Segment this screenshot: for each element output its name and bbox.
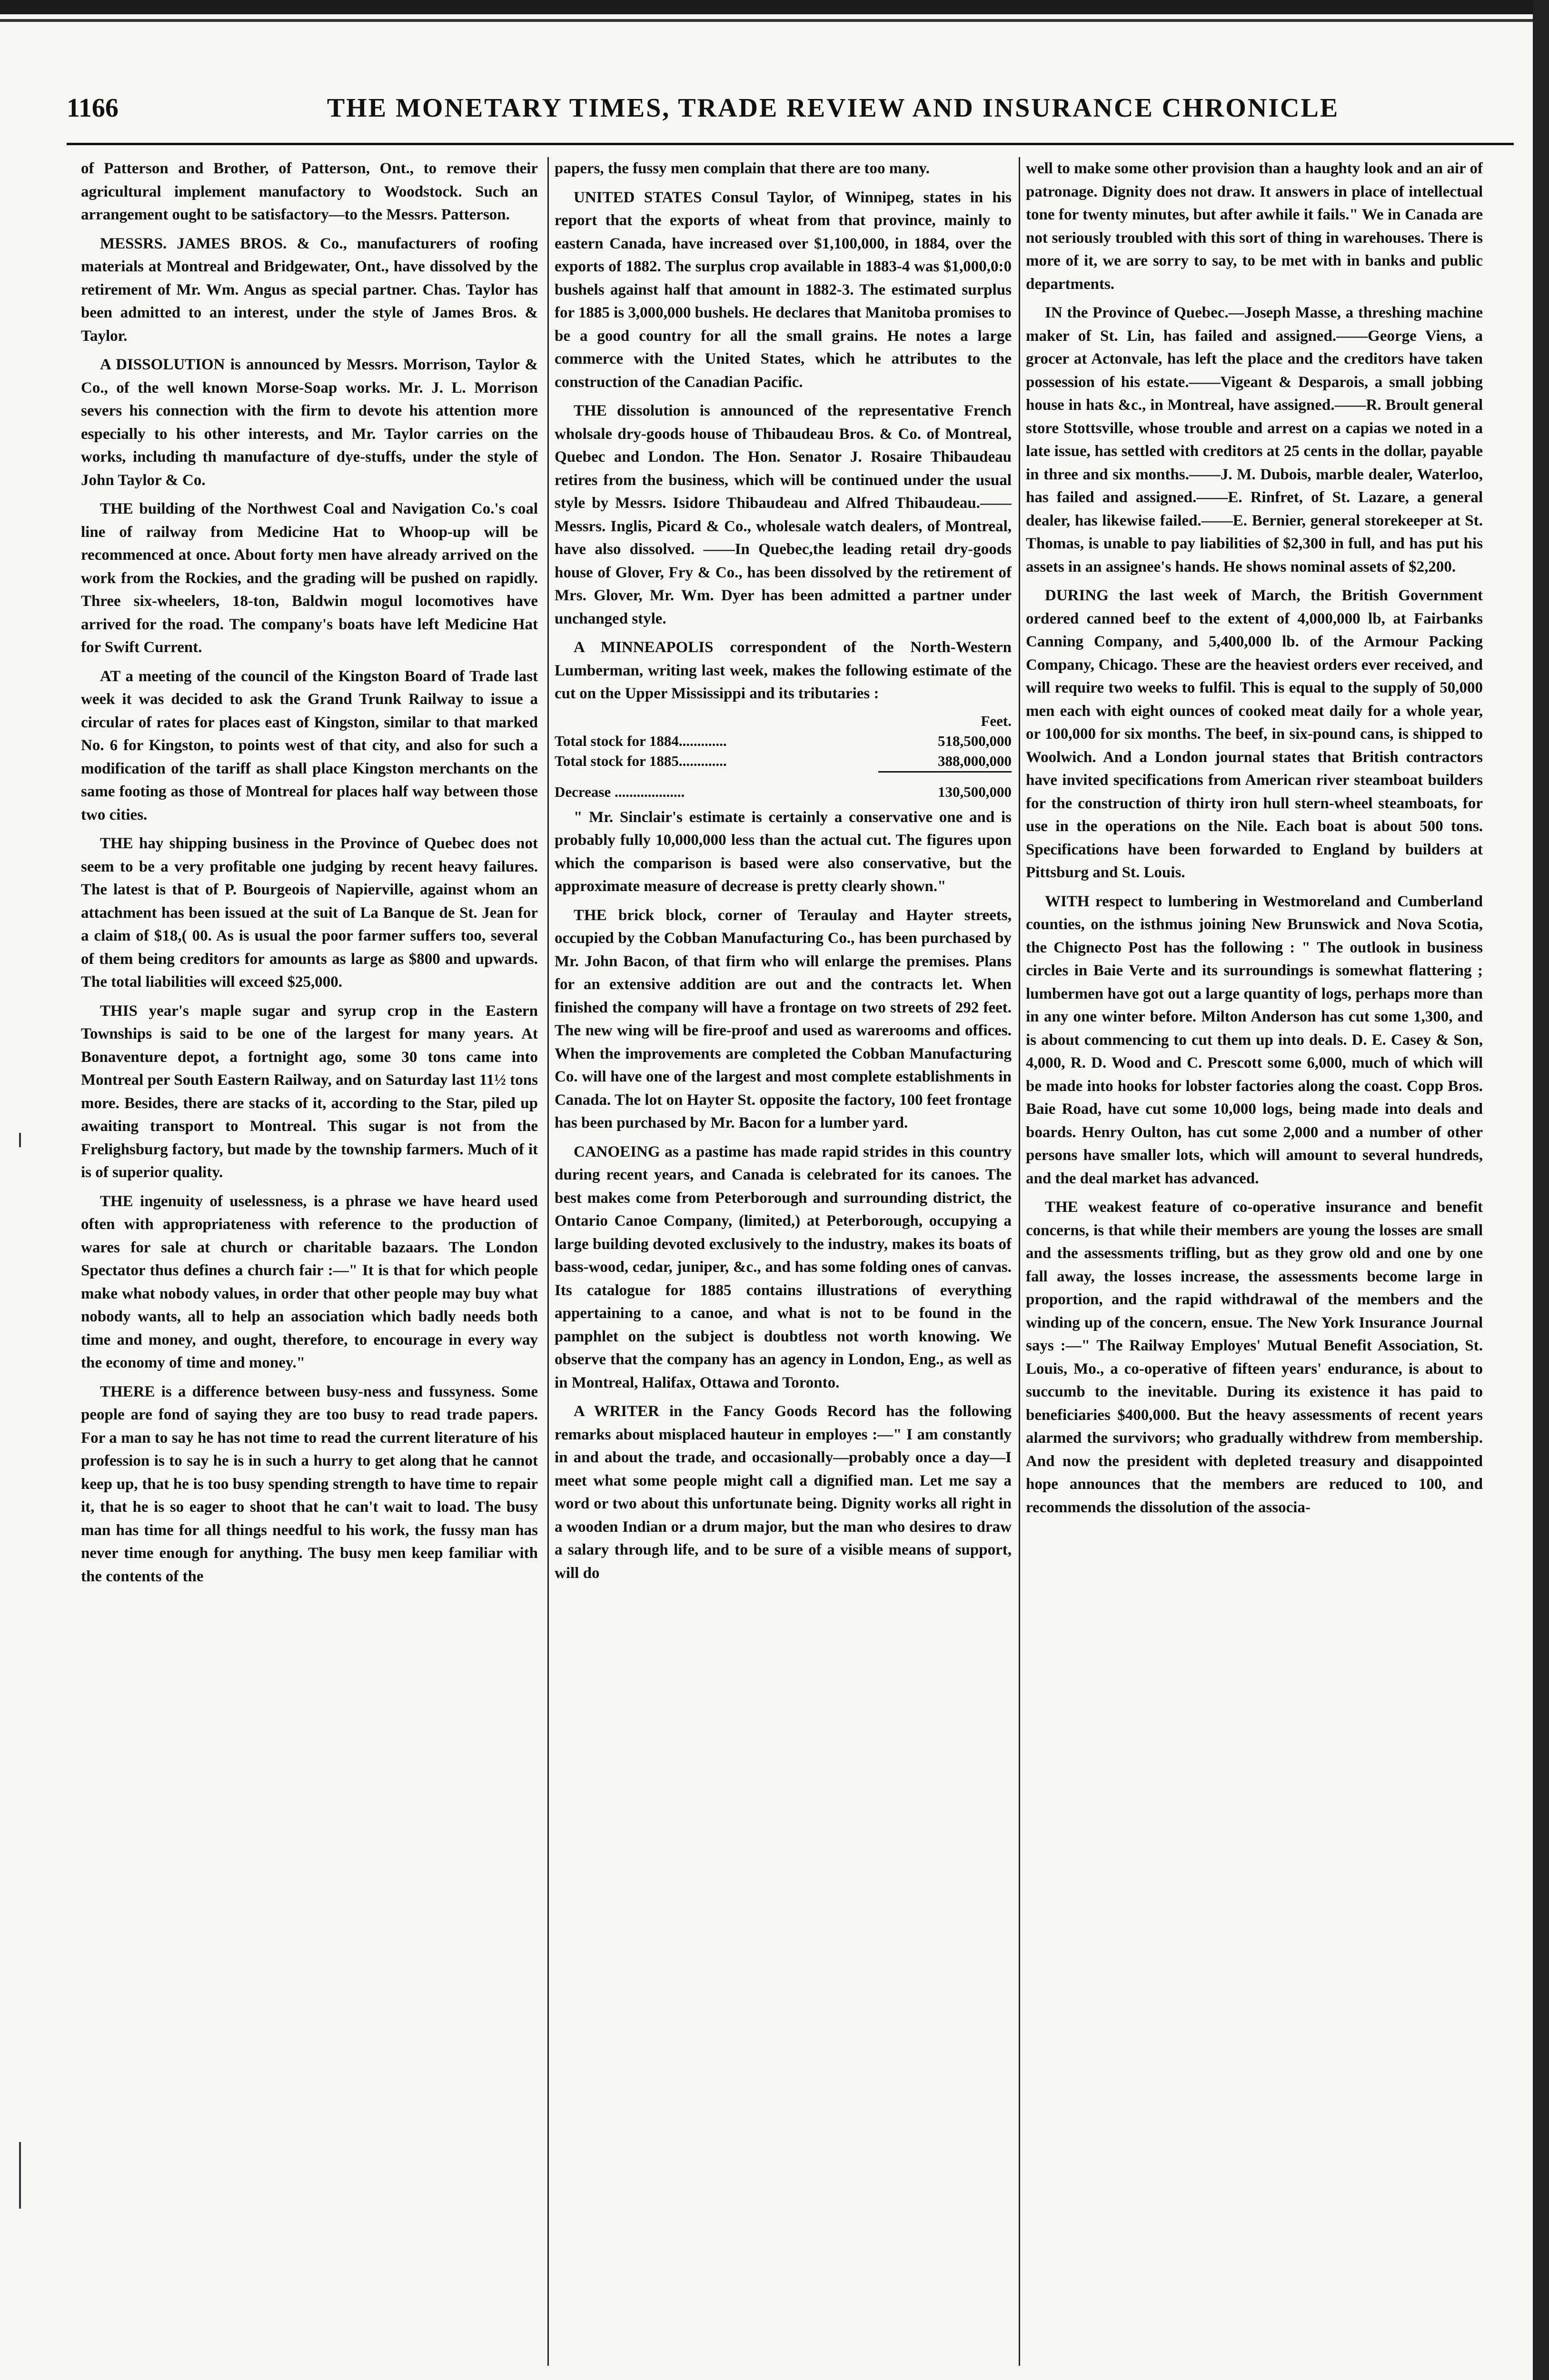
page-header: [67, 93, 1514, 131]
margin-mark: [19, 1133, 21, 1147]
sum-rule: [878, 771, 1012, 773]
paragraph: CANOEING as a pastime has made rapid strides in this country during recent years, and Canada is celebrated for its canoes. The best makes come from Peterborough and surrounding district, the Ontario Canoe Company, (limited,) at Peterborough, occupying a large building devoted exclusively to the industry, makes its boats of bass-wood, cedar, juniper, &c., and has some folding ones of canvas. Its catalogue for 1885 contains illustrations of everything appertaining to a canoe, and what is not to be found in the pamphlet on the subject is doubtless not worth knowing. We observe that the company has an agency in London, Eng., as well as in Montreal, Halifax, Ottawa and Toronto.: [555, 1143, 1012, 1391]
header-rule: [67, 143, 1514, 145]
paragraph: of Patterson and Brother, of Patterson, Ont., to remove their agricultural implement manufactory to Woodstock. Such an arrangement ought to be satisfactory—to the Messrs. Patterson.: [81, 160, 538, 223]
running-head: THE MONETARY TIMES, TRADE REVIEW AND INSURANCE CHRONICLE: [327, 93, 1340, 123]
paragraph: THE weakest feature of co-operative insurance and benefit concerns, is that while their members are young the losses are small and the assessments trifling, but as they grow old and one by one fall away, the losses increase, the assessments become large in proportion, and the rapid withdrawal of the members and the winding up of the concern, ensue. The New York Insurance Journal says :—" The Railway Employes' Mutual Benefit Association, St. Louis, Mo., a co-operative of fifteen years' endurance, is about to succumb to the inevitable. During its existence it has paid to beneficiaries $400,000. But the heavy assessments of recent years alarmed the survivors; who gradually withdrew from membership. And now the president with depleted treasury and disappointed hope announces that the members are reduced to 100, and recommends the dissolution of the associa-: [1026, 1199, 1483, 1516]
table-row: [555, 731, 1012, 751]
paragraph: THE building of the Northwest Coal and Navigation Co.'s coal line of railway from Medicine Hat to Whoop-up will be recommenced at once. About forty men have already arrived on the work from the Rockies, and the grading will be pushed on rapidly. Three six-wheelers, 18-ton, Baldwin mogul locomotives have arrived for the road. The company's boats have left Medicine Hat for Swift Current.: [81, 500, 538, 656]
paragraph: DURING the last week of March, the British Government ordered canned beef to the extent of 4,000,000 lb, at Fairbanks Canning Company, and 5,400,000 lb. of the Armour Packing Company, Chicago. These are the heaviest orders ever received, and will require two weeks to fulfil. This is equal to the supply of 50,000 men each with eight ounces of cooked meat daily for a whole year, or 100,000 for six months. The beef, in six-pound cans, is shipped to Woolwich. And a London journal states that British contractors have invited specifications from American river steamboat builders for the construction of thirty iron hull stern-wheel steamboats, for use in the operations on the Nile. Each boat is about 500 tons. Specifications have been forwarded to England by builders at Pittsburg and St. Louis.: [1026, 587, 1483, 881]
lumber-stock-table: [555, 711, 1012, 802]
column-divider: [547, 157, 549, 2366]
paragraph: A WRITER in the Fancy Goods Record has the following remarks about misplaced hauteur in employes :—" I am constantly in and about the trade, and occasionally—probably once a day—I meet what some people might call a dignified man. Let me say a word or two about this unfortunate being. Dignity works all right in a wooden Indian or a drum major, but the man who desires to draw a salary through life, and to be sure of a visible means of support, will do: [555, 1403, 1012, 1582]
margin-mark: [19, 2142, 21, 2209]
paragraph: UNITED STATES Consul Taylor, of Winnipeg, states in his report that the exports of wheat from that province, mainly to eastern Canada, have increased over $1,100,000, in 1884, over the exports of 1882. The surplus crop available in 1883-4 was $1,000,0:0 bushels against half that amount in 1882-3. The estimated surplus for 1885 is 3,000,000 bushels. He declares that Manitoba promises to be a good country for all the small grains. He notes a large commerce with the United States, which he attributes to the construction of the Canadian Pacific.: [555, 188, 1012, 391]
page-number: 1166: [67, 93, 119, 123]
row-value: 518,500,000: [938, 732, 1012, 749]
paragraph: MESSRS. JAMES BROS. & Co., manufacturers of roofing materials at Montreal and Bridgewater, Ont., have dissolved by the retirement of Mr. Wm. Angus as special partner. Chas. Taylor has been admitted to an interest, under the style of James Bros. & Taylor.: [81, 235, 538, 345]
paragraph: THIS year's maple sugar and syrup crop in the Eastern Townships is said to be one of the largest for many years. At Bonaventure depot, a fortnight ago, some 30 tons came into Montreal per South Eastern Railway, and on Saturday last 11½ tons more. Besides, there are stacks of it, according to the Star, piled up awaiting transport to Montreal. This sugar is not from the Frelighsburg factory, but made by the township farmers. Much of it is of superior quality.: [81, 1002, 538, 1181]
column-divider: [1019, 157, 1020, 2366]
page-edge: [1533, 0, 1549, 2380]
row-label: Total stock for 1885.............: [555, 752, 727, 769]
paragraph: THE brick block, corner of Teraulay and Hayter streets, occupied by the Cobban Manufacturing Co., has been purchased by Mr. John Bacon, of that firm who will enlarge the premises. Plans for an extensive addition are out and the contracts let. When finished the company will have a frontage on two streets of 292 feet. The new wing will be fire-proof and used as warerooms and offices. When the improvements are completed the Cobban Manufacturing Co. will have one of the largest and most complete establishments in Canada. The lot on Hayter St. opposite the factory, 100 feet frontage has been purchased by Mr. Bacon for a lumber yard.: [555, 906, 1012, 1131]
paragraph: " Mr. Sinclair's estimate is certainly a conservative one and is probably fully 10,000,000 less than the actual cut. The figures upon which the comparison is based were also conservative, but the approximate measure of decrease is pretty clearly shown.": [555, 808, 1012, 895]
paragraph: AT a meeting of the council of the Kingston Board of Trade last week it was decided to ask the Grand Trunk Railway to issue a circular of rates for places east of Kingston, similar to that marked No. 6 for Kingston, to points west of that city, and also for such a modification of the tariff as shall place Kingston merchants on the same footing as those of Montreal for places half way between those two cities.: [81, 667, 538, 823]
row-value: 388,000,000: [938, 752, 1012, 769]
decrease-label: Decrease ...................: [555, 783, 685, 800]
paragraph: THE hay shipping business in the Province of Quebec does not seem to be a very profitable one judging by recent heavy failures. The latest is that of P. Bourgeois of Napierville, against whom an attachment has been issued at the suit of La Banque de St. Jean for a claim of $18,( 00. As is usual the poor farmer suffers too, several of them being creditors for amounts as large as $800 and upwards. The total liabilities will exceed $25,000.: [81, 835, 538, 991]
paragraph: WITH respect to lumbering in Westmoreland and Cumberland counties, on the isthmus joining New Brunswick and Nova Scotia, the Chignecto Post has the following : " The outlook in business circles in Baie Verte and its surroundings is somewhat flattering ; lumbermen have got out a large quantity of logs, perhaps more than in any one winter before. Milton Anderson has cut some 1,300, and is about commencing to cut them up into deals. D. E. Casey & Son, 4,000, R. D. Wood and C. Prescott some 6,000, much of which will be made into hooks for lobster factories along the coast. Copp Bros. Baie Road, have cut some 10,000 logs, being made into deals and boards. Henry Oulton, has cut some 2,000 and a number of other persons have smaller lots, which will amount to several hundreds, and the deal market has advanced.: [1026, 892, 1483, 1187]
row-label: Total stock for 1884.............: [555, 732, 727, 749]
paragraph: well to make some other provision than a haughty look and an air of patronage. Dignity does not draw. It answers in place of intellectual tone for twenty minutes, but after awhile it fails." We in Canada are not seriously troubled with this sort of thing in warehouses. There is more of it, we are sorry to say, to be met with in banks and public departments.: [1026, 160, 1483, 293]
table-row: [555, 751, 1012, 771]
table-unit-header: Feet.: [981, 712, 1012, 729]
paragraph: A DISSOLUTION is announced by Messrs. Morrison, Taylor & Co., of the well known Morse-Soap works. Mr. J. L. Morrison severs his connection with the firm to devote his attention more especially to his other interests, and Mr. Taylor carries on the works, including th manufacture of dye-stuffs, under the style of John Taylor & Co.: [81, 356, 538, 489]
paragraph: THE ingenuity of uselessness, is a phrase we have heard used often with appropriateness with reference to the production of wares for sale at church or charitable bazaars. The London Spectator thus defines a church fair :—" It is that for which people make what nobody values, in order that other people may buy what nobody wants, all to help an association which badly needs both time and money, and ought, therefore, to encourage in every way the economy of time and money.": [81, 1192, 538, 1371]
paragraph: THERE is a difference between busy-ness and fussyness. Some people are fond of saying they are too busy to read trade papers. For a man to say he has not time to read the current literature of his profession is to say he is in such a hurry to get along that he cannot keep up, that he is too busy spending strength to have time to repair it, that he is so eager to shoot that he can't wait to load. The busy man has time for all things needful to his work, the fussy man has never time enough for anything. The busy men keep familiar with the contents of the: [81, 1383, 538, 1585]
top-border-thin: [0, 19, 1549, 22]
column-3: [1026, 157, 1483, 2366]
column-1: [81, 157, 538, 2366]
paragraph: A MINNEAPOLIS correspondent of the North-Western Lumberman, writing last week, makes the following estimate of the cut on the Upper Mississippi and its tributaries :: [555, 639, 1012, 702]
paragraph: THE dissolution is announced of the representative French wholsale dry-goods house of Thibaudeau Bros. & Co. of Montreal, Quebec and London. The Hon. Senator J. Rosaire Thibaudeau retires from the business, which will be continued under the usual style by Messrs. Isidore Thibaudeau and Alfred Thibaudeau.——Messrs. Inglis, Picard & Co., wholesale watch dealers, of Montreal, have also dissolved. ——In Quebec,the leading retail dry-goods house of Glover, Fry & Co., has been dissolved by the retirement of Mrs. Glover, Mr. Wm. Dyer has been admitted a partner under unchanged style.: [555, 402, 1012, 627]
paragraph: IN the Province of Quebec.—Joseph Masse, a threshing machine maker of St. Lin, has failed and assigned.——George Viens, a grocer at Actonvale, has left the place and the creditors have taken possession of his estate.——Vigeant & Desparois, a small jobbing house in hats &c., in Montreal, have assigned.——R. Broult general store Stottsville, whose trouble and arrest on a capias we noted in a late issue, has settled with creditors at 25 cents in the dollar, payable in three and six months.——J. M. Dubois, marble dealer, Waterloo, has failed and assigned.——E. Rinfret, of St. Lazare, a general dealer, has likewise failed.——E. Bernier, general storekeeper at St. Thomas, is unable to pay liabilities of $2,300 in full, and has put his assets in an assignee's hands. He shows nominal assets of $2,200.: [1026, 304, 1483, 575]
table-total-row: [555, 782, 1012, 802]
top-border: [0, 0, 1549, 14]
decrease-value: 130,500,000: [938, 783, 1012, 800]
paragraph: papers, the fussy men complain that there are too many.: [555, 160, 930, 177]
column-2: [555, 157, 1012, 2366]
